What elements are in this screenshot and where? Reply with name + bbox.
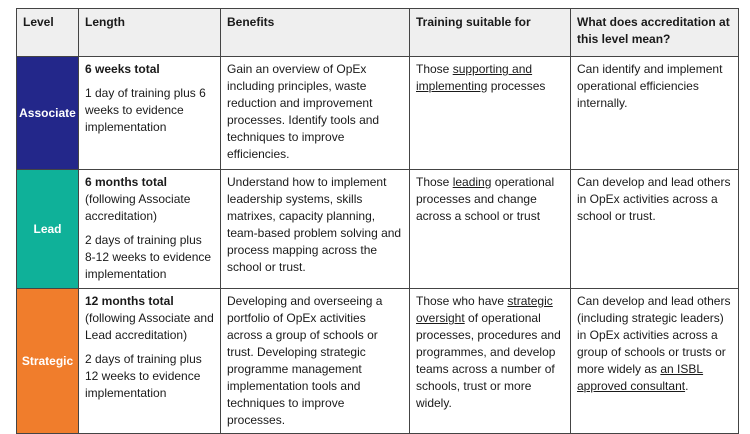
length-detail: 2 days of training plus 12 weeks to evidence implementation [85,352,202,400]
benefits-cell: Gain an overview of OpEx including principles, waste reduction and improvement processes. Identify tools and techniques to improve efficiencies. [221,57,410,170]
level-cell-strategic: Strategic [17,289,79,434]
training-text-pre: Those [416,62,453,76]
length-title: 6 weeks total [85,62,160,76]
length-title: 6 months total [85,175,168,189]
training-text-post: operational processes and change across a school or trust [416,175,555,223]
header-benefits: Benefits [221,9,410,57]
length-cell [79,170,221,289]
meaning-text-pre: Can develop and lead others (including strategic leaders) in OpEx activities across a group of schools or trusts or more widely as [577,294,731,376]
header-level: Level [17,9,79,57]
length-cell [79,289,221,434]
training-text-post: processes [487,79,546,93]
table-row-strategic [17,289,739,434]
training-text-pre: Those who have [416,294,508,308]
length-title: 12 months total [85,294,174,308]
table-row-associate [17,57,739,170]
training-text-underlined: supporting and implementing [416,62,533,93]
accreditation-table [16,8,739,434]
training-cell [410,289,571,434]
length-sub: (following Associate and Lead accreditation) [85,311,214,342]
meaning-text-pre: Can identify and implement operational efficiencies internally. [577,62,723,110]
length-detail: 1 day of training plus 6 weeks to evidence implementation [85,86,206,134]
training-text-underlined: leading [452,175,492,189]
level-cell-associate: Associate [17,57,79,170]
length-cell [79,57,221,170]
meaning-text-pre: Can develop and lead others in OpEx activities across a school or trust. [577,175,731,223]
training-cell [410,57,571,170]
level-cell-lead: Lead [17,170,79,289]
table-row-lead [17,170,739,289]
meaning-cell [571,170,739,289]
header-row [17,9,739,57]
header-meaning: What does accreditation at this level mean? [571,9,739,57]
training-text-post: of operational processes, procedures and programmes, and develop teams across a number of schools, trust or more widely. [416,311,561,410]
meaning-text-underlined: an ISBL approved consultant [577,362,704,393]
header-training: Training suitable for [410,9,571,57]
benefits-cell: Developing and overseeing a portfolio of OpEx activities across a group of schools or trust. Developing strategic programme management implementation tools and techniques to improve processes. [221,289,410,434]
meaning-cell [571,57,739,170]
header-length: Length [79,9,221,57]
meaning-cell [571,289,739,434]
training-text-underlined: strategic oversight [416,294,553,325]
benefits-cell: Understand how to implement leadership systems, skills matrixes, capacity planning, team-based problem solving and process mapping across the school or trust. [221,170,410,289]
training-cell [410,170,571,289]
length-detail: 2 days of training plus 8-12 weeks to evidence implementation [85,233,212,281]
training-text-pre: Those [416,175,453,189]
length-sub: (following Associate accreditation) [85,192,191,223]
meaning-text-post: . [685,379,689,393]
